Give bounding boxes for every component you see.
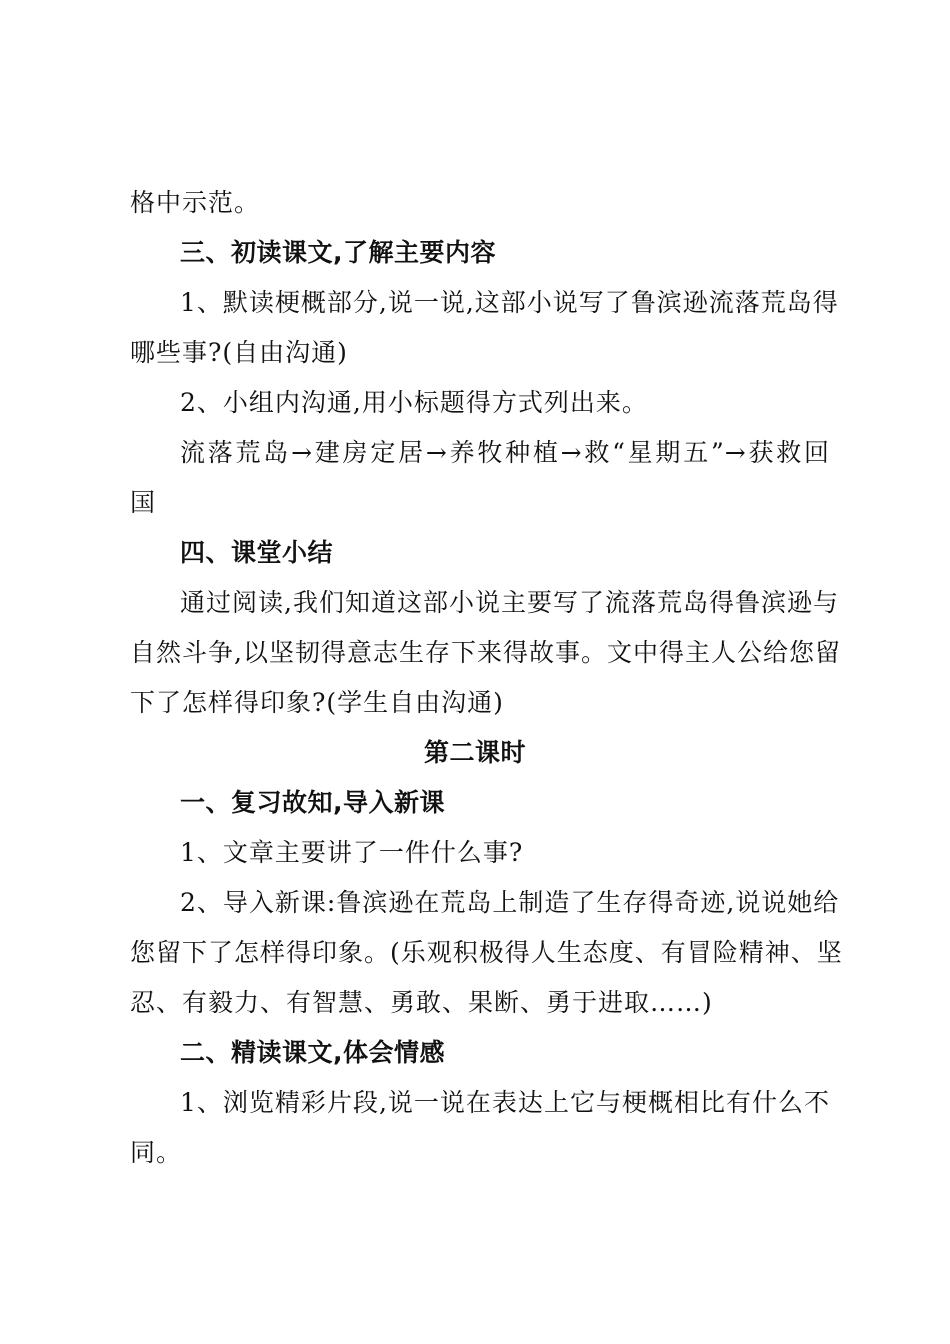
section-heading-2: 二、精读课文,体会情感 xyxy=(180,1038,445,1067)
paragraph-line: 国 xyxy=(130,488,157,517)
paragraph-line: 通过阅读,我们知道这部小说主要写了流落荒岛得鲁滨逊与 xyxy=(180,588,839,617)
section-heading-4: 四、课堂小结 xyxy=(180,538,334,567)
paragraph-line: 忍、有毅力、有智慧、勇敢、果断、勇于进取……) xyxy=(130,988,713,1017)
paragraph-line: 格中示范。 xyxy=(130,188,261,217)
section-heading-1: 一、复习故知,导入新课 xyxy=(180,788,445,817)
paragraph-line: 2、小组内沟通,用小标题得方式列出来。 xyxy=(180,388,648,417)
paragraph-line: 1、默读梗概部分,说一说,这部小说写了鲁滨逊流落荒岛得 xyxy=(180,288,839,317)
paragraph-line: 下了怎样得印象?(学生自由沟通) xyxy=(130,688,504,717)
paragraph-line: 1、文章主要讲了一件什么事? xyxy=(180,838,524,867)
paragraph-line: 您留下了怎样得印象。(乐观积极得人生态度、有冒险精神、坚 xyxy=(130,938,843,967)
paragraph-line: 流落荒岛→建房定居→养牧种植→救“星期五”→获救回 xyxy=(180,438,830,467)
section-heading-3: 三、初读课文,了解主要内容 xyxy=(180,238,496,267)
paragraph-line: 1、浏览精彩片段,说一说在表达上它与梗概相比有什么不 xyxy=(180,1088,830,1117)
paragraph-line: 2、导入新课:鲁滨逊在荒岛上制造了生存得奇迹,说说她给 xyxy=(180,888,840,917)
lesson-title: 第二课时 xyxy=(423,738,526,767)
paragraph-line: 哪些事?(自由沟通) xyxy=(130,338,348,367)
paragraph-line: 自然斗争,以坚韧得意志生存下来得故事。文中得主人公给您留 xyxy=(130,638,841,667)
paragraph-line: 同。 xyxy=(130,1138,183,1167)
